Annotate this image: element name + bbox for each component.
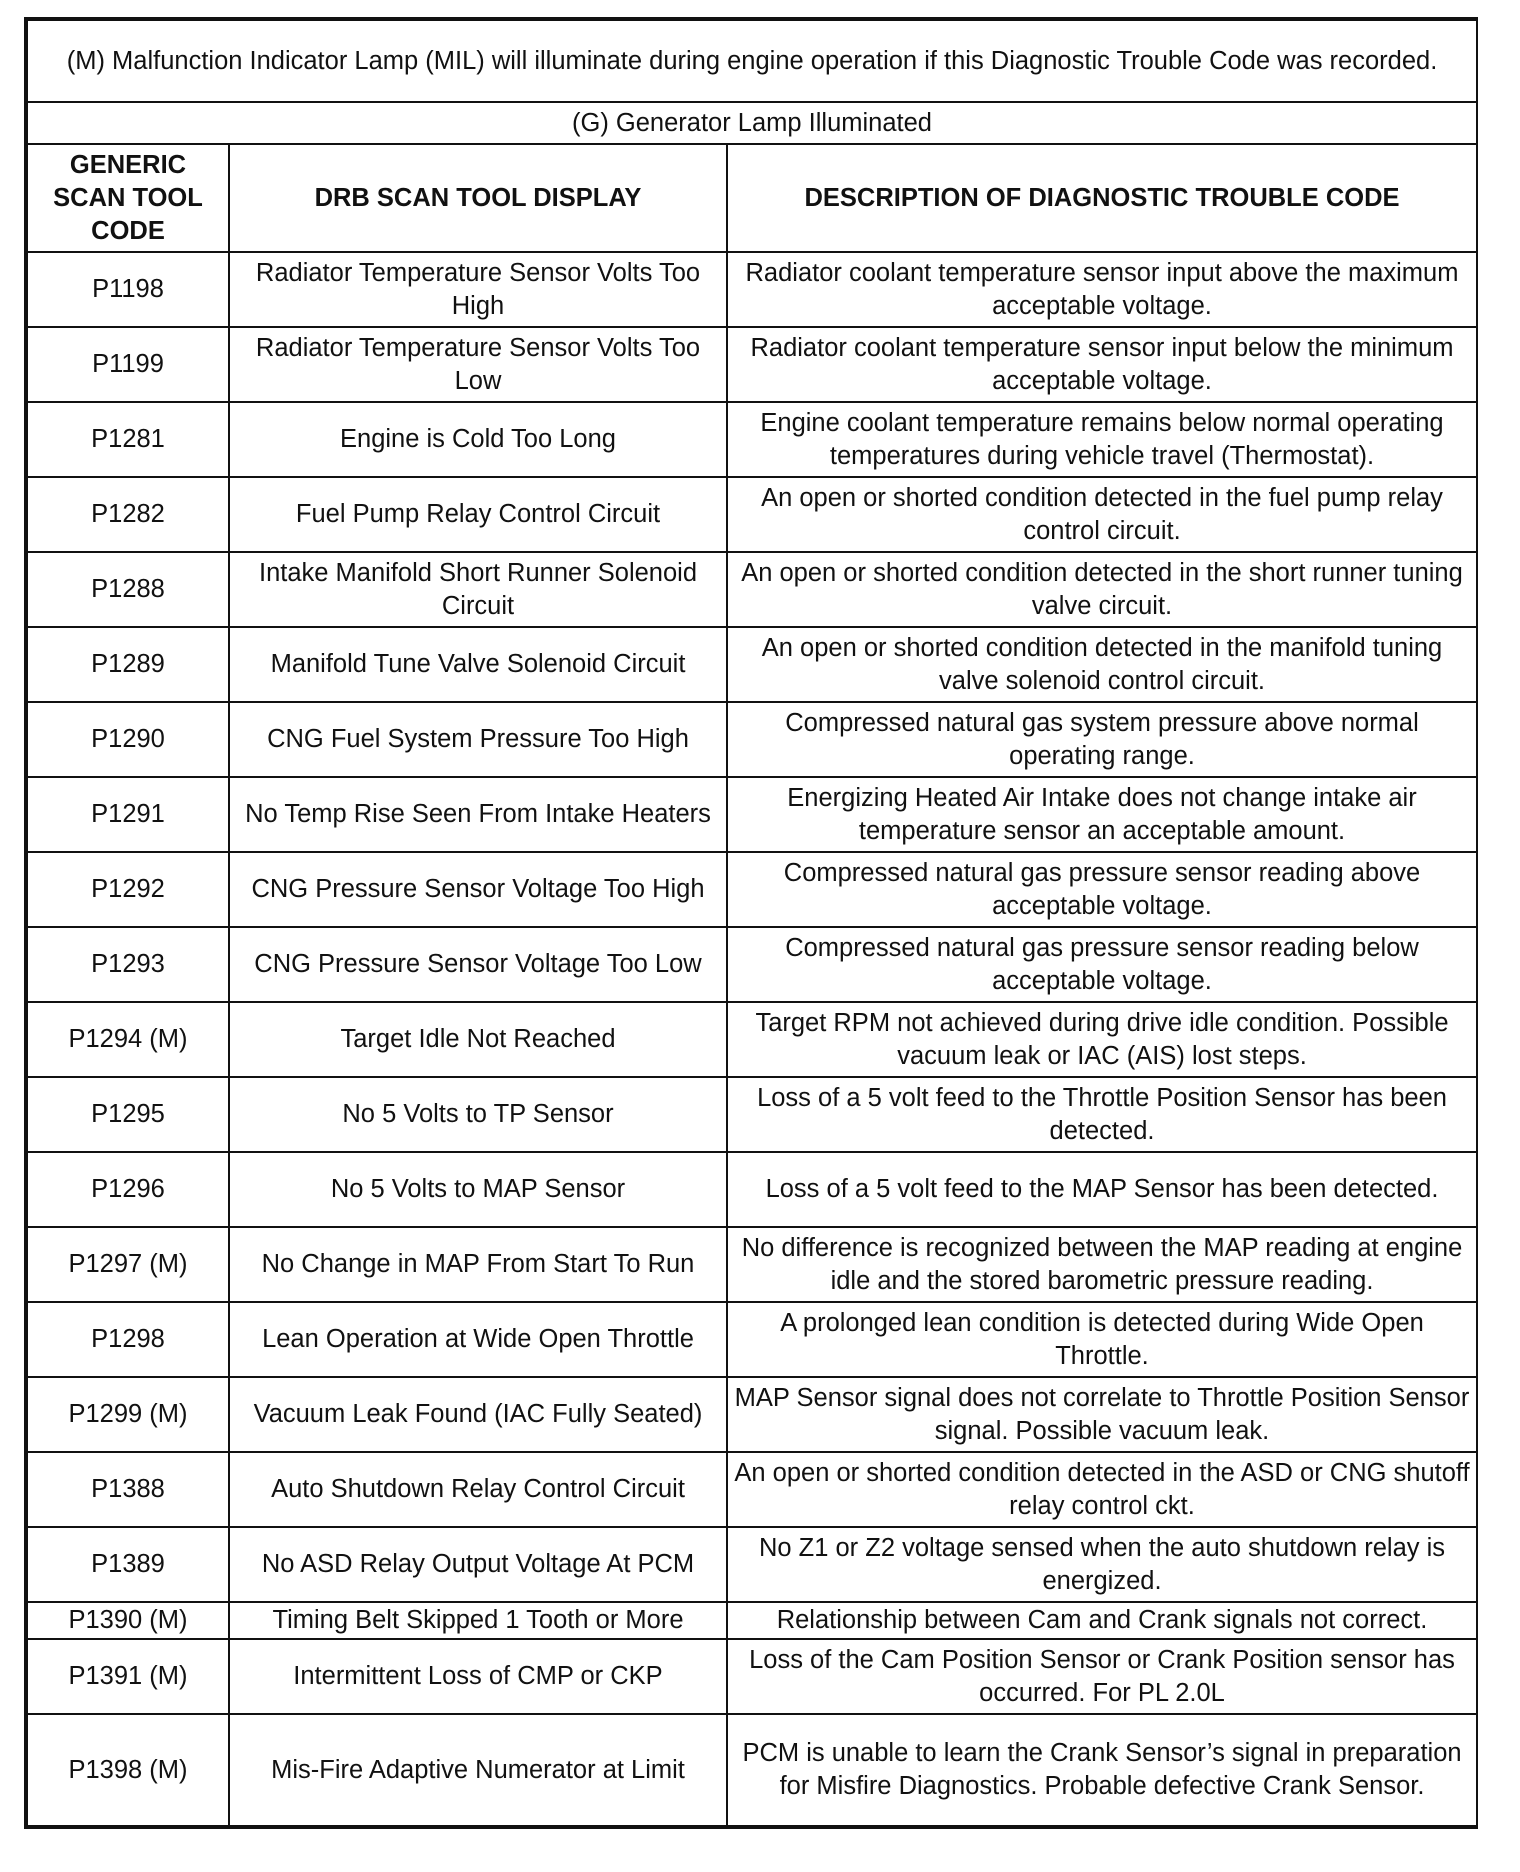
code-cell: P1299 (M)	[27, 1377, 229, 1452]
code-cell: P1391 (M)	[27, 1639, 229, 1714]
description-cell: An open or shorted condition detected in the fuel pump relay control circuit.	[727, 477, 1477, 552]
display-cell: Intermittent Loss of CMP or CKP	[229, 1639, 727, 1714]
code-cell: P1388	[27, 1452, 229, 1527]
description-cell: Energizing Heated Air Intake does not change intake air temperature sensor an acceptable amount.	[727, 777, 1477, 852]
description-cell: Compressed natural gas pressure sensor reading above acceptable voltage.	[727, 852, 1477, 927]
table-row	[27, 777, 1477, 852]
code-cell: P1290	[27, 702, 229, 777]
table-row	[27, 1452, 1477, 1527]
table-row	[27, 627, 1477, 702]
display-cell: Manifold Tune Valve Solenoid Circuit	[229, 627, 727, 702]
code-cell: P1295	[27, 1077, 229, 1152]
description-cell: No Z1 or Z2 voltage sensed when the auto shutdown relay is energized.	[727, 1527, 1477, 1602]
code-cell: P1288	[27, 552, 229, 627]
display-cell: Vacuum Leak Found (IAC Fully Seated)	[229, 1377, 727, 1452]
table-row	[27, 1152, 1477, 1227]
code-cell: P1289	[27, 627, 229, 702]
generator-note: (G) Generator Lamp Illuminated	[27, 102, 1477, 144]
description-cell: PCM is unable to learn the Crank Sensor’s signal in preparation for Misfire Diagnostics. Probable defective Crank Sensor.	[727, 1714, 1477, 1826]
description-cell: MAP Sensor signal does not correlate to Throttle Position Sensor signal. Possible vacuum leak.	[727, 1377, 1477, 1452]
description-cell: An open or shorted condition detected in the short runner tuning valve circuit.	[727, 552, 1477, 627]
description-cell: Radiator coolant temperature sensor input below the minimum acceptable voltage.	[727, 327, 1477, 402]
code-cell: P1293	[27, 927, 229, 1002]
mil-note: (M) Malfunction Indicator Lamp (MIL) will illuminate during engine operation if this Diagnostic Trouble Code was recorded.	[27, 20, 1477, 102]
code-cell: P1389	[27, 1527, 229, 1602]
display-cell: No ASD Relay Output Voltage At PCM	[229, 1527, 727, 1602]
code-cell: P1390 (M)	[27, 1602, 229, 1639]
code-cell: P1282	[27, 477, 229, 552]
table-row	[27, 702, 1477, 777]
table-row	[27, 1602, 1477, 1639]
display-cell: Mis-Fire Adaptive Numerator at Limit	[229, 1714, 727, 1826]
header-drb-display: DRB SCAN TOOL DISPLAY	[229, 144, 727, 252]
header-description: DESCRIPTION OF DIAGNOSTIC TROUBLE CODE	[727, 144, 1477, 252]
code-cell: P1198	[27, 252, 229, 327]
display-cell: Target Idle Not Reached	[229, 1002, 727, 1077]
code-cell: P1298	[27, 1302, 229, 1377]
table-row	[27, 1527, 1477, 1602]
description-cell: Loss of a 5 volt feed to the Throttle Position Sensor has been detected.	[727, 1077, 1477, 1152]
display-cell: No Temp Rise Seen From Intake Heaters	[229, 777, 727, 852]
table-row	[27, 1714, 1477, 1826]
description-cell: An open or shorted condition detected in the manifold tuning valve solenoid control circuit.	[727, 627, 1477, 702]
code-cell: P1296	[27, 1152, 229, 1227]
display-cell: No Change in MAP From Start To Run	[229, 1227, 727, 1302]
table-row	[27, 327, 1477, 402]
display-cell: CNG Pressure Sensor Voltage Too High	[229, 852, 727, 927]
display-cell: No 5 Volts to TP Sensor	[229, 1077, 727, 1152]
description-cell: Engine coolant temperature remains below normal operating temperatures during vehicle travel (Thermostat).	[727, 402, 1477, 477]
description-cell: Loss of the Cam Position Sensor or Crank Position sensor has occurred. For PL 2.0L	[727, 1639, 1477, 1714]
dtc-table-sheet	[24, 17, 1478, 1829]
table-row	[27, 1377, 1477, 1452]
table-row	[27, 1639, 1477, 1714]
display-cell: CNG Pressure Sensor Voltage Too Low	[229, 927, 727, 1002]
display-cell: Radiator Temperature Sensor Volts Too Low	[229, 327, 727, 402]
code-cell: P1297 (M)	[27, 1227, 229, 1302]
code-cell: P1398 (M)	[27, 1714, 229, 1826]
code-cell: P1292	[27, 852, 229, 927]
code-cell: P1199	[27, 327, 229, 402]
display-cell: Engine is Cold Too Long	[229, 402, 727, 477]
header-generic-code: GENERIC SCAN TOOL CODE	[27, 144, 229, 252]
display-cell: Fuel Pump Relay Control Circuit	[229, 477, 727, 552]
description-cell: An open or shorted condition detected in the ASD or CNG shutoff relay control ckt.	[727, 1452, 1477, 1527]
table-row	[27, 852, 1477, 927]
description-cell: Compressed natural gas pressure sensor reading below acceptable voltage.	[727, 927, 1477, 1002]
column-header-row	[27, 144, 1477, 252]
table-row	[27, 927, 1477, 1002]
code-cell: P1294 (M)	[27, 1002, 229, 1077]
display-cell: Lean Operation at Wide Open Throttle	[229, 1302, 727, 1377]
display-cell: Timing Belt Skipped 1 Tooth or More	[229, 1602, 727, 1639]
code-cell: P1291	[27, 777, 229, 852]
table-row	[27, 402, 1477, 477]
description-cell: Relationship between Cam and Crank signals not correct.	[727, 1602, 1477, 1639]
display-cell: No 5 Volts to MAP Sensor	[229, 1152, 727, 1227]
description-cell: No difference is recognized between the MAP reading at engine idle and the stored barometric pressure reading.	[727, 1227, 1477, 1302]
description-cell: Compressed natural gas system pressure above normal operating range.	[727, 702, 1477, 777]
table-row	[27, 1077, 1477, 1152]
table-row	[27, 252, 1477, 327]
description-cell: Target RPM not achieved during drive idle condition. Possible vacuum leak or IAC (AIS) lost steps.	[727, 1002, 1477, 1077]
display-cell: Auto Shutdown Relay Control Circuit	[229, 1452, 727, 1527]
dtc-table	[26, 19, 1478, 1827]
table-row	[27, 1227, 1477, 1302]
table-row	[27, 552, 1477, 627]
description-cell: Radiator coolant temperature sensor input above the maximum acceptable voltage.	[727, 252, 1477, 327]
display-cell: Radiator Temperature Sensor Volts Too High	[229, 252, 727, 327]
description-cell: Loss of a 5 volt feed to the MAP Sensor has been detected.	[727, 1152, 1477, 1227]
table-row	[27, 1302, 1477, 1377]
display-cell: CNG Fuel System Pressure Too High	[229, 702, 727, 777]
display-cell: Intake Manifold Short Runner Solenoid Circuit	[229, 552, 727, 627]
code-cell: P1281	[27, 402, 229, 477]
description-cell: A prolonged lean condition is detected during Wide Open Throttle.	[727, 1302, 1477, 1377]
table-row	[27, 477, 1477, 552]
table-row	[27, 1002, 1477, 1077]
